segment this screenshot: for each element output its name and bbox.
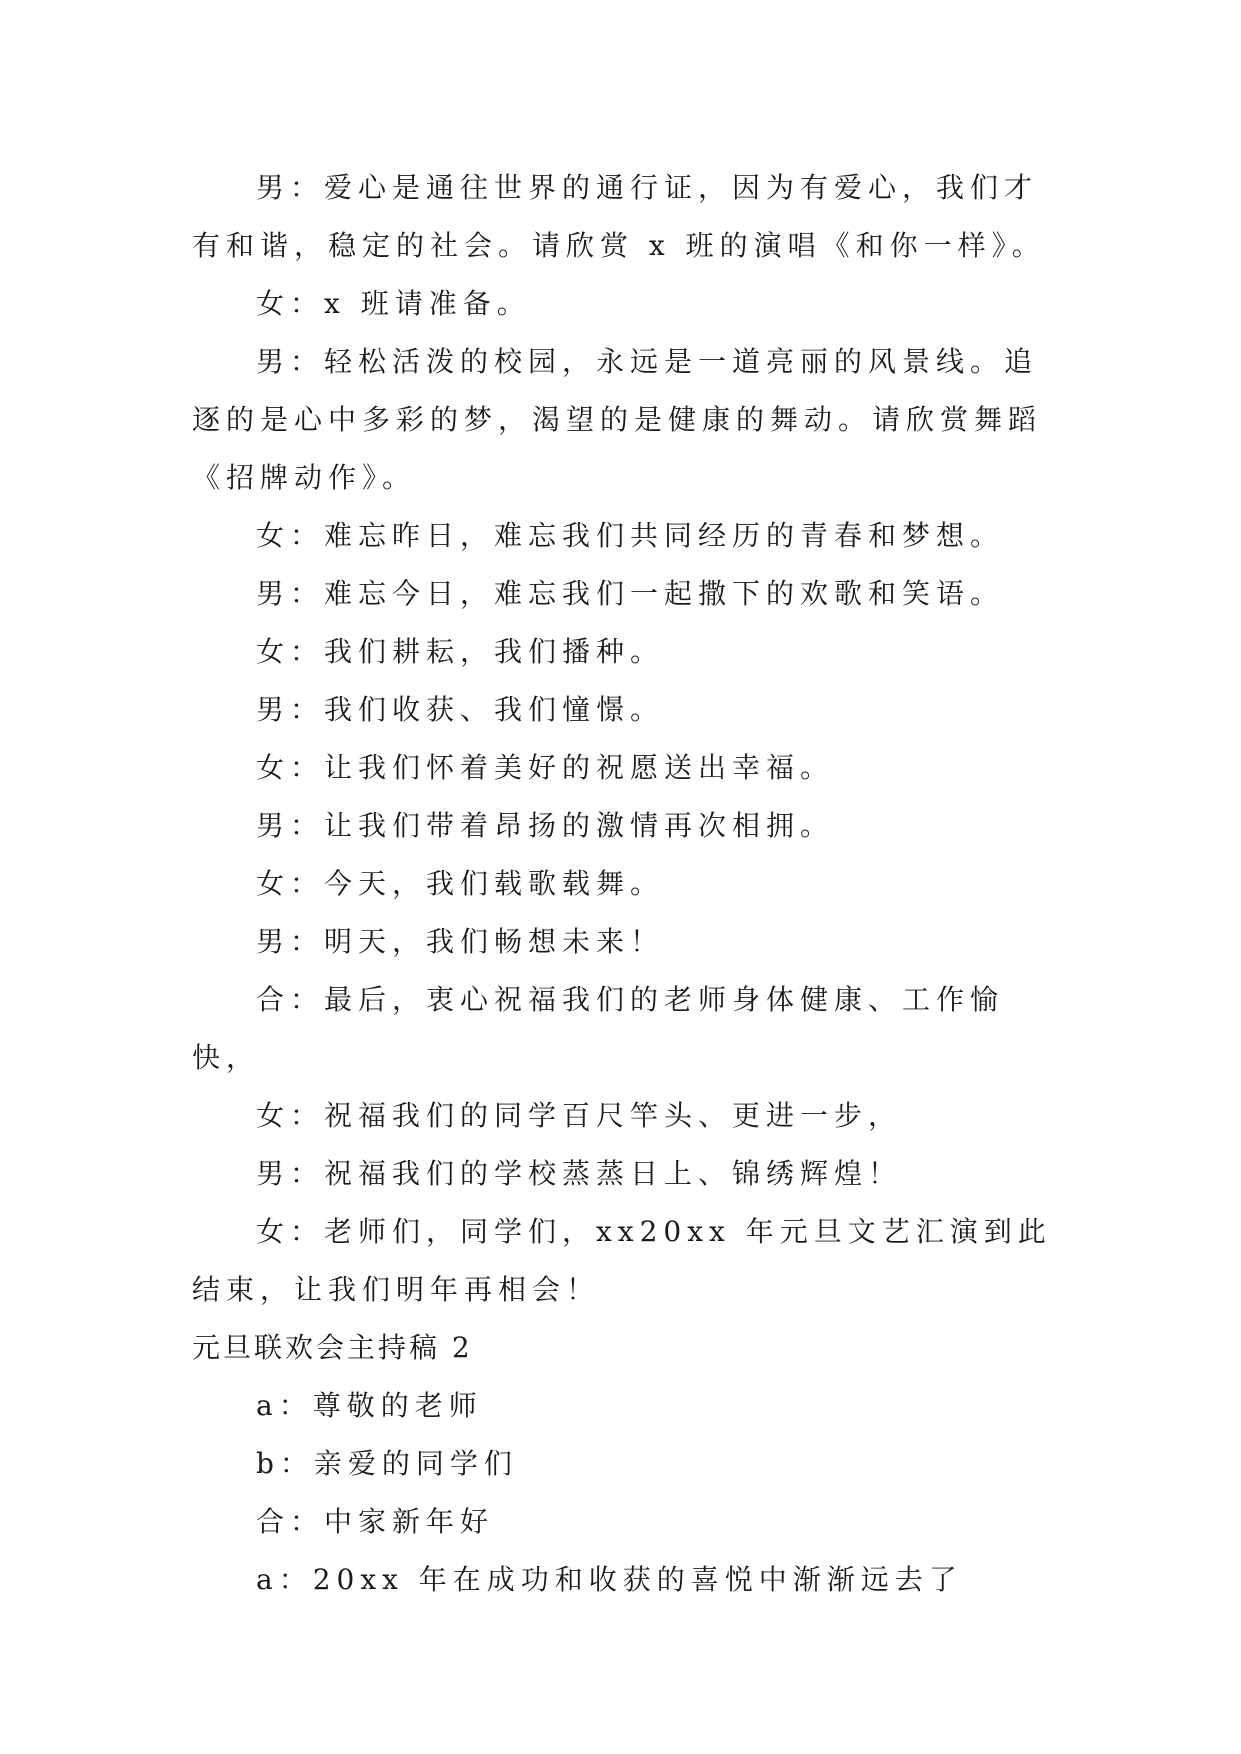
paragraph: 女：老师们，同学们，xx20xx 年元旦文艺汇演到此结束，让我们明年再相会！ (192, 1215, 1052, 1306)
paragraph: 男：让我们带着昂扬的激情再次相拥。 (256, 809, 835, 842)
paragraph: a：20xx 年在成功和收获的喜悦中渐渐远去了 (256, 1563, 963, 1596)
paragraph: 男：轻松活泼的校园，永远是一道亮丽的风景线。追逐的是心中多彩的梦，渴望的是健康的舞动。请欣赏舞蹈《招牌动作》。 (192, 345, 1043, 494)
section-heading: 元旦联欢会主持稿 2 (192, 1331, 473, 1364)
paragraph: 女：今天，我们载歌载舞。 (256, 867, 665, 900)
paragraph: b：亲爱的同学们 (256, 1447, 518, 1480)
paragraph: 女：难忘昨日，难忘我们共同经历的青春和梦想。 (256, 519, 1005, 552)
paragraph: 女：让我们怀着美好的祝愿送出幸福。 (256, 751, 835, 784)
paragraph: 男：明天，我们畅想未来！ (256, 925, 665, 958)
paragraph: a：尊敬的老师 (256, 1389, 483, 1422)
paragraph: 男：祝福我们的学校蒸蒸日上、锦绣辉煌！ (256, 1157, 903, 1190)
paragraph: 合：最后，衷心祝福我们的老师身体健康、工作愉快， (192, 983, 1005, 1074)
paragraph: 女：x 班请准备。 (256, 287, 531, 320)
paragraph: 女：我们耕耘，我们播种。 (256, 635, 665, 668)
paragraph: 女：祝福我们的同学百尺竿头、更进一步， (256, 1099, 903, 1132)
paragraph: 男：爱心是通往世界的通行证，因为有爱心，我们才有和谐，稳定的社会。请欣赏 x 班的演唱《和你一样》。 (192, 171, 1046, 262)
paragraph: 男：我们收获、我们憧憬。 (256, 693, 665, 726)
paragraph: 男：难忘今日，难忘我们一起撒下的欢歌和笑语。 (256, 577, 1005, 610)
paragraph: 合：中家新年好 (256, 1505, 495, 1538)
document-body (192, 159, 1052, 1609)
